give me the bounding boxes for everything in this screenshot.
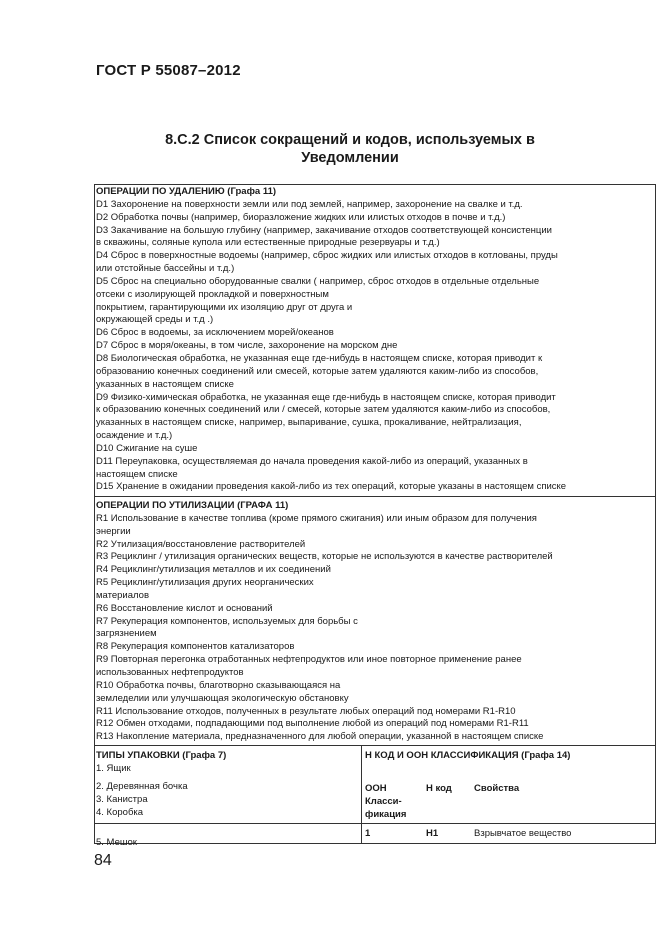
h-code-cell: Н1 bbox=[426, 828, 439, 839]
recovery-line: R12 Обмен отходами, подпадающими под выполнение любой из операций под номерами R1-R11 bbox=[96, 718, 529, 730]
disposal-line: D1 Захоронение на поверхности земли или под землей, например, захоронение на свалке и т.д. bbox=[96, 198, 523, 210]
recovery-line: R4 Рециклинг/утилизация металлов и их соединений bbox=[96, 564, 331, 576]
divider bbox=[94, 496, 656, 497]
un-class-header-line: ООН bbox=[365, 783, 387, 794]
disposal-line: D10 Сжигание на суше bbox=[96, 442, 198, 454]
recovery-line: энергии bbox=[96, 525, 131, 537]
disposal-line: D11 Переупаковка, осуществляемая до начала проведения какой-либо из операций, указанных в bbox=[96, 455, 528, 467]
recovery-list bbox=[96, 513, 654, 744]
packaging-heading: ТИПЫ УПАКОВКИ (Графа 7) bbox=[96, 750, 227, 761]
disposal-line: указанных в настоящем списке bbox=[96, 378, 234, 390]
divider bbox=[94, 745, 656, 746]
packaging-item: 4. Коробка bbox=[96, 807, 144, 818]
disposal-list bbox=[96, 199, 654, 494]
un-class-header-line: фикация bbox=[365, 809, 407, 820]
disposal-operations-block bbox=[96, 186, 654, 494]
hazard-classification-block bbox=[365, 749, 655, 839]
un-class-column-header bbox=[365, 782, 406, 821]
h-code-column-header: Н код bbox=[426, 783, 452, 794]
properties-column-header: Свойства bbox=[474, 783, 520, 794]
recovery-line: R10 Обработка почвы, благотворно сказывающаяся на bbox=[96, 679, 341, 691]
recovery-line: R9 Повторная перегонка отработанных нефтепродуктов или иное повторное применение ранее bbox=[96, 654, 522, 666]
disposal-line: D9 Физико-химическая обработка, не указанная еще где-нибудь в настоящем списке, которая приводит bbox=[96, 391, 556, 403]
disposal-line: D5 Сброс на специально оборудованные свалки ( например, сброс отходов в отдельные отдельные bbox=[96, 275, 540, 287]
disposal-heading: ОПЕРАЦИИ ПО УДАЛЕНИЮ (Графа 11) bbox=[96, 186, 277, 197]
recovery-line: загрязнением bbox=[96, 628, 157, 640]
section-title bbox=[120, 131, 580, 167]
disposal-line: осаждение и т.д.) bbox=[96, 430, 173, 442]
recovery-line: R11 Использование отходов, полученных в результате любых операций под номерами R1-R10 bbox=[96, 705, 516, 717]
recovery-line: R3 Рециклинг / утилизация органических веществ, которые не используются в качестве растворителей bbox=[96, 551, 553, 563]
disposal-line: или отстойные бассейны и т.д.) bbox=[96, 263, 235, 275]
recovery-line: R7 Рекуперация компонентов, используемых для борьбы с bbox=[96, 615, 358, 627]
packaging-item: 2. Деревянная бочка bbox=[96, 781, 188, 792]
recovery-operations-block bbox=[96, 500, 654, 744]
disposal-line: настоящем списке bbox=[96, 468, 178, 480]
page-number: 84 bbox=[94, 852, 112, 869]
disposal-line: D6 Сброс в водоемы, за исключением морей/океанов bbox=[96, 327, 334, 339]
recovery-line: R13 Накопление материала, предназначенного для любой операции, указанной в настоящем списке bbox=[96, 731, 544, 743]
disposal-line: D7 Сброс в моря/океаны, в том числе, захоронение на морском дне bbox=[96, 340, 398, 352]
recovery-line: R5 Рециклинг/утилизация других неорганических bbox=[96, 577, 314, 589]
packaging-item: 3. Канистра bbox=[96, 794, 148, 805]
disposal-line: покрытием, гарантирующими их изоляцию друг от друга и bbox=[96, 301, 353, 313]
recovery-line: R2 Утилизация/восстановление растворителей bbox=[96, 538, 306, 550]
disposal-line: образованию конечных соединений или смесей, которые затем удаляются каким-либо из способов, bbox=[96, 365, 539, 377]
properties-cell: Взрывчатое вещество bbox=[474, 828, 572, 839]
packaging-types-block bbox=[96, 749, 360, 849]
disposal-line: указанных в настоящем списке, например, выпаривание, сушка, прокаливание, нейтрализация, bbox=[96, 417, 522, 429]
column-divider bbox=[361, 745, 362, 844]
recovery-line: использованных нефтепродуктов bbox=[96, 666, 244, 678]
disposal-line: D8 Биологическая обработка, не указанная еще где-нибудь в настоящем списке, которая приводит к bbox=[96, 352, 543, 364]
packaging-item: 1. Ящик bbox=[96, 763, 131, 774]
un-class-cell: 1 bbox=[365, 828, 371, 839]
disposal-line: отсеки с изолирующей прокладкой и поверхностным bbox=[96, 288, 329, 300]
recovery-line: R8 Рекуперация компонентов катализаторов bbox=[96, 641, 295, 653]
recovery-line: R1 Использование в качестве топлива (кроме прямого сжигания) или иным образом для получения bbox=[96, 512, 537, 524]
disposal-line: D2 Обработка почвы (например, биоразложение жидких или илистых отходов в почве и т.д.) bbox=[96, 211, 506, 223]
packaging-item: 5. Мешок bbox=[96, 837, 137, 848]
disposal-line: к образованию конечных соединений или / смесей, которые затем удаляются каким-либо из способов, bbox=[96, 404, 551, 416]
recovery-line: материалов bbox=[96, 589, 149, 601]
recovery-line: земледелии или улучшающая экологическую обстановку bbox=[96, 692, 349, 704]
recovery-heading: ОПЕРАЦИИ ПО УТИЛИЗАЦИИ (ГРАФА 11) bbox=[96, 500, 289, 511]
hazard-heading: Н КОД И ООН КЛАССИФИКАЦИЯ (Графа 14) bbox=[365, 750, 571, 761]
disposal-line: D15 Хранение в ожидании проведения какой-либо из тех операций, которые указаны в настоящем списке bbox=[96, 481, 567, 493]
section-title-line2: Уведомлении bbox=[301, 150, 399, 166]
recovery-line: R6 Восстановление кислот и оснований bbox=[96, 602, 273, 614]
disposal-line: D3 Закачивание на большую глубину (например, закачивание отходов соответствующей консистенции bbox=[96, 224, 552, 236]
disposal-line: D4 Сброс в поверхностные водоемы (например, сброс жидких или илистых отходов в котлованы, пруды bbox=[96, 250, 558, 262]
disposal-line: в скважины, соляные купола или естественные природные резервуары и т.д.) bbox=[96, 237, 440, 249]
disposal-line: окружающей среды и т.д .) bbox=[96, 314, 214, 326]
un-class-header-line: Класси- bbox=[365, 796, 402, 807]
standard-number: ГОСТ Р 55087–2012 bbox=[96, 62, 241, 79]
section-title-line1: 8.С.2 Список сокращений и кодов, используемых в bbox=[165, 132, 535, 148]
